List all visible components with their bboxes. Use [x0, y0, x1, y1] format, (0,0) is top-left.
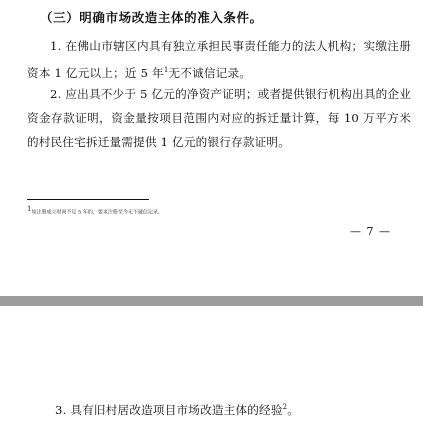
paragraph-1-text: 1. 在佛山市辖区内具有独立承担民事责任能力的法人机构；实缴注册资本 1 亿元以上；近 5 年	[27, 39, 411, 80]
page-bottom	[0, 306, 423, 428]
section-heading: （三）明确市场改造主体的准入条件。	[40, 10, 263, 25]
paragraph-1	[27, 34, 411, 85]
page-separator	[0, 296, 423, 306]
paragraph-3-tail: 。	[287, 403, 300, 417]
footnote-text: 如注册成立时间不足 5 年的，要求注册至今无不诚信记录。	[31, 209, 163, 216]
paragraph-2: 2. 应出具不少于 5 亿元的净资产证明；或者提供银行机构出具的企业资金存款证明，资金量按项目范围内对应的拆迁量计算，每 10 万平方米的村民住宅拆迁量需提供 1 亿元的银行存款证明。	[27, 87, 411, 149]
footnote-ref-2: 2	[282, 403, 288, 412]
footnote-divider	[27, 199, 149, 200]
page-number: — 7 —	[350, 225, 391, 238]
paragraph-3	[55, 402, 299, 418]
footnote-ref-1: 1	[163, 66, 169, 74]
footnote-marker: 1	[27, 205, 32, 213]
paragraph-3-text: 3. 具有旧村居改造项目市场改造主体的经验	[55, 403, 283, 417]
footnote	[27, 205, 163, 216]
paragraph-1-tail: 无不诚信记录。	[168, 65, 252, 80]
